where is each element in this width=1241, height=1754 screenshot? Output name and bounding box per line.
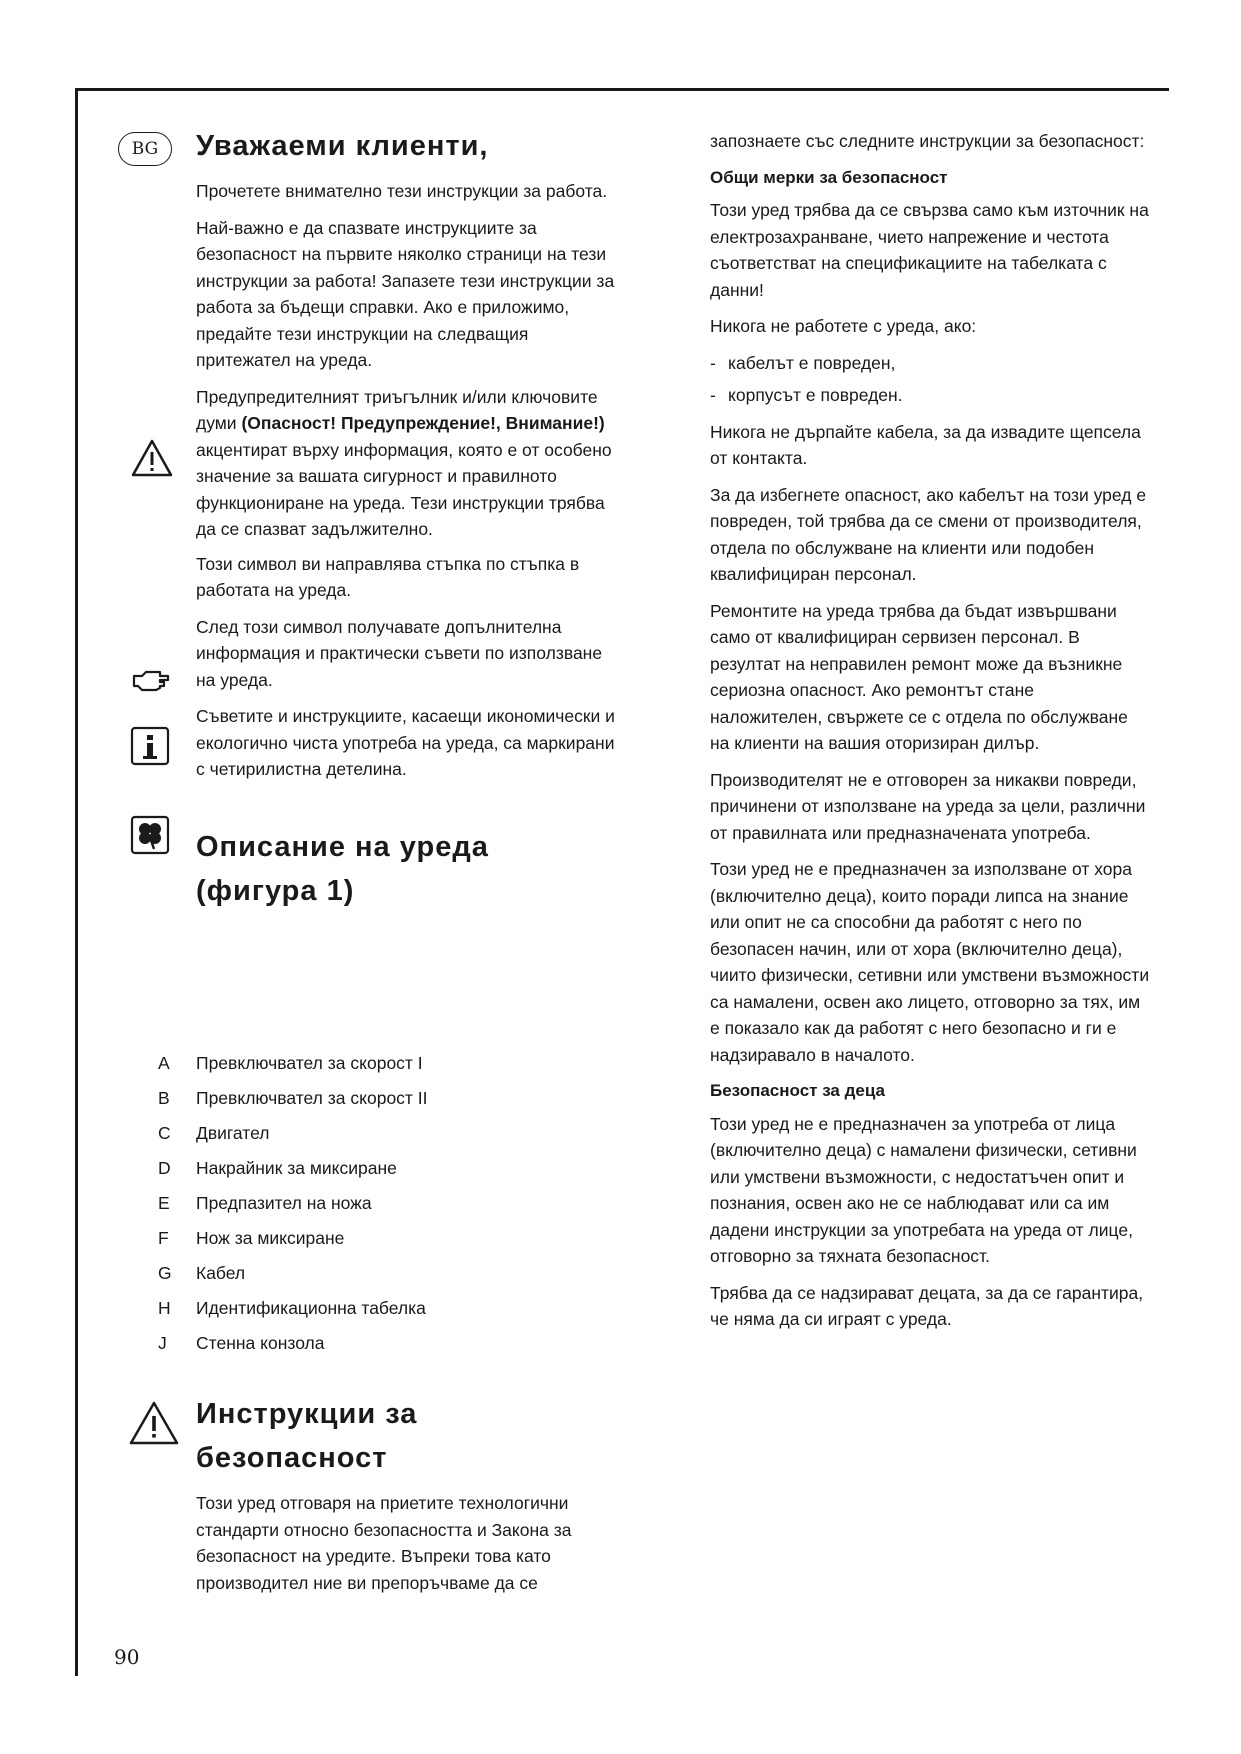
language-badge: BG: [118, 132, 172, 166]
warning-keywords: (Опасност! Предупреждение!, Внимание!): [241, 413, 605, 433]
greeting-title: Уважаеми клиенти,: [196, 130, 489, 162]
part-item: H Идентификационна табелка: [158, 1298, 426, 1318]
safety-paragraph: Този уред отговаря на приетите технологични стандарти относно безопасността и Закона за безопасност на уредите. Въпреки това като производител ние ви препоръчваме да се: [196, 1493, 572, 1593]
part-item: C Двигател: [158, 1123, 270, 1143]
left-column: [196, 128, 626, 923]
warning-triangle-icon: [128, 1400, 180, 1446]
warning-text: Предупредителният триъгълник и/или ключовите думи: [196, 386, 598, 433]
intro-paragraph: Прочетете внимателно тези инструкции за работа.: [196, 181, 608, 201]
right-column: [710, 128, 1150, 1343]
parts-list: [158, 1046, 628, 1361]
child-safety-heading: Безопасност за деца: [710, 1081, 885, 1100]
info-icon: [130, 726, 170, 766]
page-frame-left: [75, 88, 78, 1676]
page-frame-top: [75, 88, 1169, 91]
info-symbol-paragraph: След този символ получавате допълнителна информация и практически съвети по използване на уреда.: [196, 616, 603, 690]
clover-icon: [130, 815, 170, 855]
general-safety-heading: Общи мерки за безопасност: [710, 167, 948, 187]
hand-symbol-paragraph: Този символ ви направлява стъпка по стъпка в работата на уреда.: [196, 553, 580, 600]
part-item: G Кабел: [158, 1263, 246, 1283]
part-item: E Предпазител на ножа: [158, 1193, 372, 1213]
body-paragraph: Трябва да се надзирават децата, за да се гарантира, че няма да си играят с уреда.: [710, 1282, 1144, 1329]
part-item: A Превключвател за скорост I: [158, 1053, 423, 1073]
body-paragraph: Този уред не е предназначен за използване от хора (включително деца), които поради липса на знание или опит не са способни да работят с него по безопасен начин, или от хора (включително деца), чиито физически, сетивни или умствени възможности са намалени, освен ако лицето, отговорно за тях, им е показало как да работят с него безопасно и ги е надзиравало в началото.: [710, 859, 1150, 1065]
safety-section: [196, 1392, 626, 1606]
body-paragraph: запознаете със следните инструкции за безопасност:: [710, 131, 1145, 151]
part-item: B Превключвател за скорост II: [158, 1088, 428, 1108]
warning-triangle-icon: [130, 438, 174, 478]
pointing-hand-icon: [130, 668, 174, 694]
description-heading: Описание на уреда (фигура 1): [196, 830, 489, 907]
body-paragraph: Този уред не е предназначен за употреба от лица (включително деца) с намалени физически, сетивни или умствени възможности, с недостатъчен опит и познания, освен ако не се наблюдават или са им дадени инструкции за употребата на уреда от лице, отговорно за тяхната безопасност.: [710, 1113, 1137, 1266]
dash-item: - корпусът е повреден.: [710, 385, 903, 405]
body-paragraph: За да избегнете опасност, ако кабелът на този уред е повреден, той трябва да се смени от производителя, отдела по обслужване на клиенти или подобен квалифициран персонал.: [710, 484, 1147, 584]
body-paragraph: Ремонтите на уреда трябва да бъдат извършвани само от квалифициран сервизен персонал. В резултат на неправилен ремонт може да възникне сериозна опасност. Ако ремонтът стане наложителен, свържете се с отдела по обслужване на клиенти на вашия оторизиран дилър.: [710, 600, 1128, 753]
body-paragraph: Този уред трябва да се свързва само към източник на електрозахранване, чието напрежение и честота съответстват на спецификациите на табелката с данни!: [710, 200, 1149, 300]
dash-item: - кабелът е повреден,: [710, 352, 896, 373]
body-paragraph: Производителят не е отговорен за никакви повреди, причинени от използване на уреда за цели, различни от правилната или предназначената употреба.: [710, 769, 1146, 843]
body-paragraph: Никога не дърпайте кабела, за да извадите щепсела от контакта.: [710, 421, 1141, 468]
intro-paragraph: Най-важно е да спазвате инструкциите за безопасност на първите няколко страници на тези инструкции за работа! Запазете тези инструкции за работа за бъдещи справки. Ако е приложимо, предайте тези инструкции на следващия притежател на уреда.: [196, 217, 615, 370]
clover-symbol-paragraph: Съветите и инструкциите, касаещи икономически и екологично чиста употреба на уреда, са маркирани с четирилистна детелина.: [196, 706, 615, 779]
page-number: 90: [114, 1645, 140, 1669]
body-paragraph: Никога не работете с уреда, ако:: [710, 316, 977, 336]
part-item: D Накрайник за миксиране: [158, 1158, 397, 1178]
part-item: J Стенна конзола: [158, 1333, 325, 1353]
warning-paragraph: [196, 384, 626, 543]
part-item: F Нож за миксиране: [158, 1228, 345, 1248]
warning-text: акцентират върху информация, която е от особено значение за вашата сигурност и правилното функциониране на уреда. Тези инструкции трябва да се спазват задължително.: [196, 439, 612, 539]
safety-heading: Инструкции за безопасност: [196, 1398, 418, 1474]
